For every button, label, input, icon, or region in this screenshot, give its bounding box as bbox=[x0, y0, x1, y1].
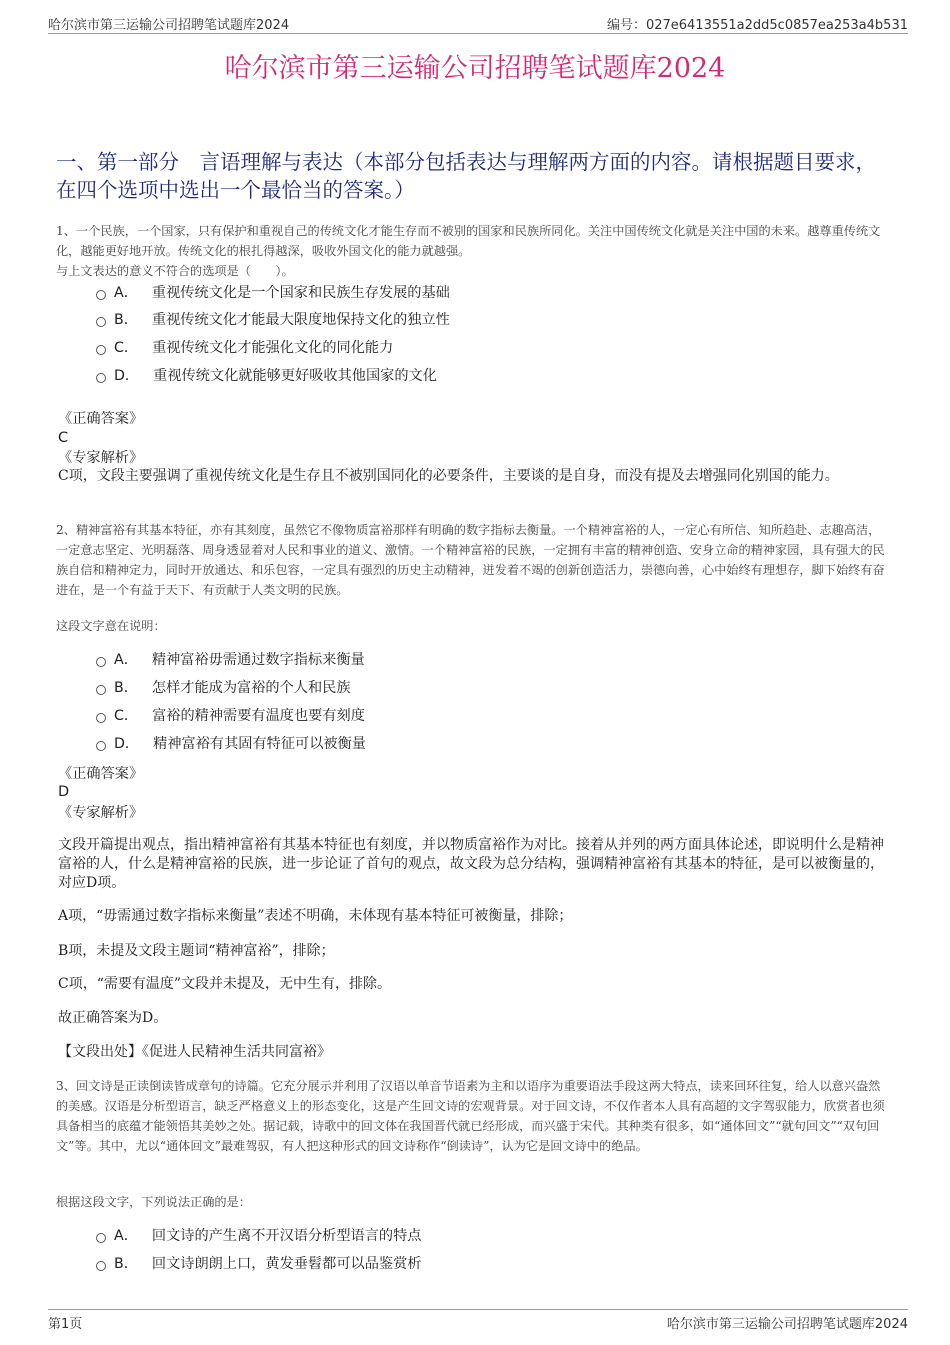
radio-icon[interactable] bbox=[96, 1261, 106, 1271]
option-key: B． bbox=[114, 312, 138, 328]
radio-icon[interactable] bbox=[96, 373, 106, 383]
option-text: 重视传统文化才能最大限度地保持文化的独立性 bbox=[151, 312, 450, 328]
option-text: 重视传统文化才能强化文化的同化能力 bbox=[152, 340, 394, 356]
q2-answer: D bbox=[58, 784, 70, 800]
q2-question: 这段文字意在说明： bbox=[56, 619, 166, 633]
radio-icon[interactable] bbox=[96, 345, 106, 355]
q2-source: 【文段出处】《促进人民精神生活共同富裕》 bbox=[58, 1044, 331, 1060]
option-key: A． bbox=[114, 285, 138, 301]
option-text: 重视传统文化就能够更好吸收其他国家的文化 bbox=[153, 368, 437, 384]
option-key: B． bbox=[114, 680, 138, 696]
q2-conclusion: 故正确答案为D。 bbox=[58, 1010, 168, 1026]
radio-icon[interactable] bbox=[96, 1233, 106, 1243]
q3-stem: 3、回文诗是正读倒读皆成章句的诗篇。它充分展示并利用了汉语以单音节语素为主和以语序为重要语法手段这两大特点，读来回环往复，给人以意兴盎然的美感。汉语是分析型语言，缺乏严格意义上的形态变化，这是产生回文诗的宏观背景。对于回文诗，不仅作者本人具有高超的文字驾驭能力，欣赏者也须具备相当的底蕴才能领悟其美妙之处。据记载，诗歌中的回文体在我国晋代就已经形成，而兴盛于宋代。其种类有很多，如“通体回文”“就句回文”“双句回文”等。其中，尤以“通体回文”最难驾驭，有人把这种形式的回文诗称作“倒读诗”，认为它是回文诗中的绝品。 bbox=[56, 1079, 885, 1153]
q1-analysis-label: 《专家解析》 bbox=[58, 450, 144, 466]
q1-answer-label: 《正确答案》 bbox=[58, 411, 144, 427]
radio-icon[interactable] bbox=[96, 657, 106, 667]
q2-note-a: A项，“毋需通过数字指标来衡量”表述不明确，未体现有基本特征可被衡量，排除； bbox=[58, 908, 573, 924]
q3-question: 根据这段文字，下列说法正确的是： bbox=[56, 1195, 251, 1209]
q1-option-c[interactable] bbox=[96, 337, 393, 359]
q1-question: 与上文表达的意义不符合的选项是（ ）。 bbox=[56, 264, 294, 278]
option-text: 回文诗的产生离不开汉语分析型语言的特点 bbox=[151, 1228, 422, 1244]
radio-icon[interactable] bbox=[96, 290, 106, 300]
option-text: 富裕的精神需要有温度也要有刻度 bbox=[152, 708, 365, 724]
footer-doc-title: 哈尔滨市第三运输公司招聘笔试题库2024 bbox=[666, 1317, 908, 1332]
q1-option-a[interactable] bbox=[96, 282, 450, 304]
q3-option-a[interactable] bbox=[96, 1225, 421, 1247]
option-key: C． bbox=[114, 708, 139, 724]
q2-answer-label: 《正确答案》 bbox=[58, 766, 144, 782]
footer-divider bbox=[48, 1309, 908, 1310]
header-divider bbox=[48, 33, 908, 34]
radio-icon[interactable] bbox=[96, 685, 106, 695]
q2-option-a[interactable] bbox=[96, 649, 365, 671]
option-key: A． bbox=[114, 1228, 138, 1244]
option-text: 重视传统文化是一个国家和民族生存发展的基础 bbox=[151, 285, 450, 301]
option-text: 精神富裕有其固有特征可以被衡量 bbox=[153, 736, 366, 752]
radio-icon[interactable] bbox=[96, 713, 106, 723]
option-key: D． bbox=[114, 368, 140, 384]
q1-option-b[interactable] bbox=[96, 309, 450, 331]
q2-option-d[interactable] bbox=[96, 733, 366, 755]
q1-stem: 1、一个民族，一个国家，只有保护和重视自己的传统文化才能生存而不被别的国家和民族所同化。关注中国传统文化就是关注中国的未来。越尊重传统文化，越能更好地开放。传统文化的根扎得越深，吸收外国文化的能力就越强。 bbox=[56, 224, 881, 258]
q2-analysis-label: 《专家解析》 bbox=[58, 805, 144, 821]
option-text: 回文诗朗朗上口，黄发垂髫都可以品鉴赏析 bbox=[151, 1256, 422, 1272]
header-doc-id: 编号：027e6413551a2dd5c0857ea253a4b531 bbox=[606, 18, 908, 33]
option-key: D． bbox=[114, 736, 140, 752]
q3-option-b[interactable] bbox=[96, 1253, 422, 1275]
q2-option-c[interactable] bbox=[96, 705, 365, 727]
option-text: 精神富裕毋需通过数字指标来衡量 bbox=[151, 652, 365, 668]
q2-analysis: 文段开篇提出观点，指出精神富裕有其基本特征也有刻度，并以物质富裕作为对比。接着从并列的两方面具体论述，即说明什么是精神富裕的人，什么是精神富裕的民族，进一步论证了首句的观点，故文段为总分结构，强调精神富裕有其基本的特征，是可以被衡量的，对应D项。 bbox=[58, 837, 884, 891]
radio-icon[interactable] bbox=[96, 317, 106, 327]
header-doc-title: 哈尔滨市第三运输公司招聘笔试题库2024 bbox=[48, 18, 290, 33]
q2-note-c: C项，“需要有温度”文段并未提及，无中生有，排除。 bbox=[58, 976, 392, 992]
q1-analysis: C项，文段主要强调了重视传统文化是生存且不被别国同化的必要条件，主要谈的是自身，而没有提及去增强同化别国的能力。 bbox=[58, 468, 839, 484]
q1-option-d[interactable] bbox=[96, 365, 437, 387]
page-title: 哈尔滨市第三运输公司招聘笔试题库2024 bbox=[224, 53, 726, 84]
option-text: 怎样才能成为富裕的个人和民族 bbox=[151, 680, 351, 696]
radio-icon[interactable] bbox=[96, 741, 106, 751]
option-key: C． bbox=[114, 340, 139, 356]
section-heading: 一、第一部分 言语理解与表达（本部分包括表达与理解两方面的内容。请根据题目要求，在四个选项中选出一个最恰当的答案。） bbox=[56, 150, 876, 202]
q2-note-b: B项，未提及文段主题词“精神富裕”，排除； bbox=[58, 943, 335, 959]
page-number: 第1页 bbox=[48, 1317, 83, 1332]
page-header bbox=[48, 14, 908, 32]
q1-answer: C bbox=[58, 430, 69, 446]
page-footer bbox=[48, 1313, 908, 1331]
option-key: B． bbox=[114, 1256, 138, 1272]
option-key: A． bbox=[114, 652, 138, 668]
q2-stem: 2、精神富裕有其基本特征，亦有其刻度，虽然它不像物质富裕那样有明确的数字指标去衡量。一个精神富裕的人，一定心有所信、知所趋赴、志趣高洁，一定意志坚定、光明磊落、周身透显着对人民和事业的道义、激情。一个精神富裕的民族，一定拥有丰富的精神创造、安身立命的精神家园，具有强大的民族自信和精神定力，同时开放通达、和乐包容，一定具有强烈的历史主动精神，迸发着不竭的创新创造活力，崇德向善，心中始终有理想存，脚下始终有奋进在，是一个有益于天下、有贡献于人类文明的民族。 bbox=[56, 523, 885, 597]
q2-option-b[interactable] bbox=[96, 677, 351, 699]
